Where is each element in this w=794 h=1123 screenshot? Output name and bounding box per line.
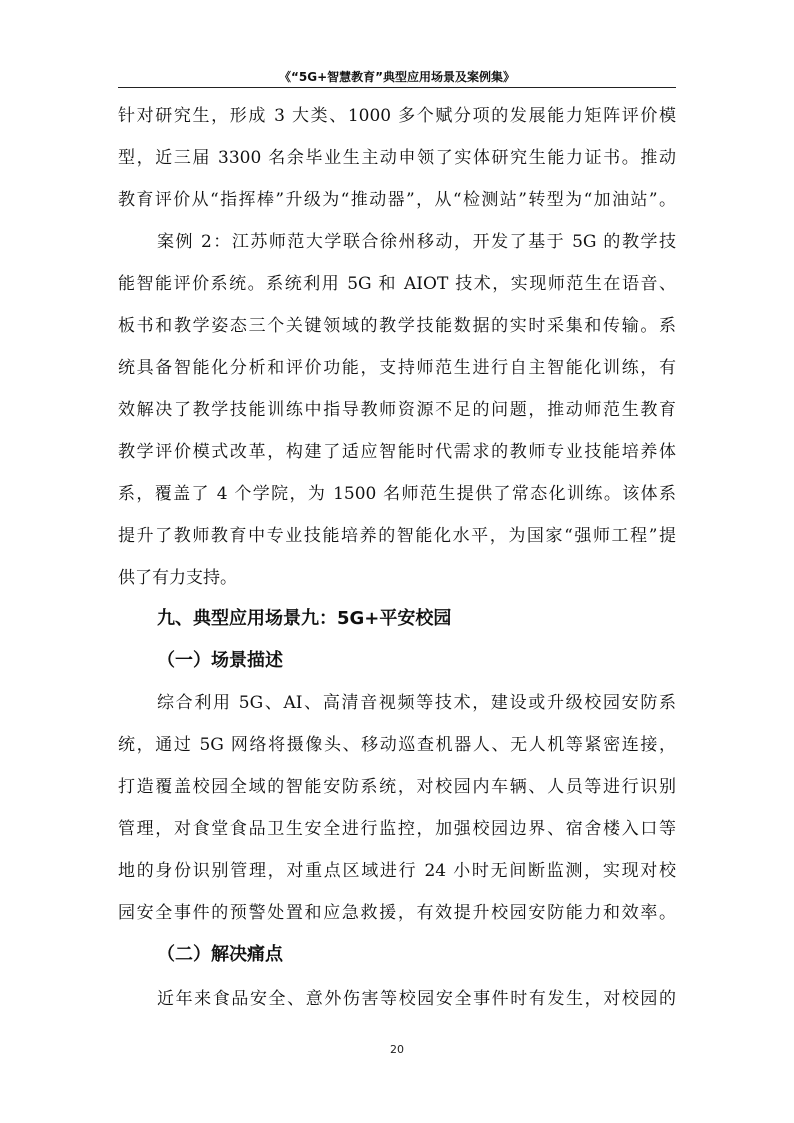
paragraph-line: 教学评价模式改革，构建了适应智能时代需求的教师专业技能培养体 <box>118 442 676 462</box>
running-header: 《“5G+智慧教育”典型应用场景及案例集》 <box>278 70 516 84</box>
paragraph-line: 地的身份识别管理，对重点区域进行 24 小时无间断监测，实现对校 <box>118 861 676 881</box>
header-divider <box>118 87 676 88</box>
paragraph-line: 管理，对食堂食品卫生安全进行监控，加强校园边界、宿舍楼入口等 <box>118 819 676 839</box>
paragraph-line: 教育评价从“指挥棒”升级为“推动器”，从“检测站”转型为“加油站”。 <box>118 190 676 210</box>
paragraph-line: 针对研究生，形成 3 大类、1000 多个赋分项的发展能力矩阵评价模 <box>118 106 676 126</box>
paragraph-line: 综合利用 5G、AI、高清音视频等技术，建设或升级校园安防系 <box>157 693 676 713</box>
subsection-heading: （一）场景描述 <box>157 650 283 671</box>
paragraph-line: 统具备智能化分析和评价功能，支持师范生进行自主智能化训练，有 <box>118 358 676 378</box>
paragraph-line: 型，近三届 3300 名余毕业生主动申领了实体研究生能力证书。推动 <box>118 148 676 168</box>
paragraph-line: 能智能评价系统。系统利用 5G 和 AIOT 技术，实现师范生在语音、 <box>118 274 676 294</box>
section-heading: 九、典型应用场景九：5G+平安校园 <box>157 608 452 629</box>
paragraph-line: 提升了教师教育中专业技能培养的智能化水平，为国家“强师工程”提 <box>118 526 676 546</box>
subsection-heading: （二）解决痛点 <box>157 944 283 965</box>
paragraph-line: 效解决了教学技能训练中指导教师资源不足的问题，推动师范生教育 <box>118 400 676 420</box>
paragraph-line: 供了有力支持。 <box>118 568 237 588</box>
page-number: 20 <box>390 1043 404 1056</box>
paragraph-line: 统，通过 5G 网络将摄像头、移动巡查机器人、无人机等紧密连接， <box>118 735 676 755</box>
paragraph-line: 系，覆盖了 4 个学院，为 1500 名师范生提供了常态化训练。该体系 <box>118 484 676 504</box>
paragraph-line: 园安全事件的预警处置和应急救援，有效提升校园安防能力和效率。 <box>118 903 676 923</box>
paragraph-line: 案例 2：江苏师范大学联合徐州移动，开发了基于 5G 的教学技 <box>157 232 676 252</box>
paragraph-line: 打造覆盖校园全域的智能安防系统，对校园内车辆、人员等进行识别 <box>118 777 676 797</box>
paragraph-line: 近年来食品安全、意外伤害等校园安全事件时有发生，对校园的 <box>157 989 676 1009</box>
paragraph-line: 板书和教学姿态三个关键领域的教学技能数据的实时采集和传输。系 <box>118 316 676 336</box>
